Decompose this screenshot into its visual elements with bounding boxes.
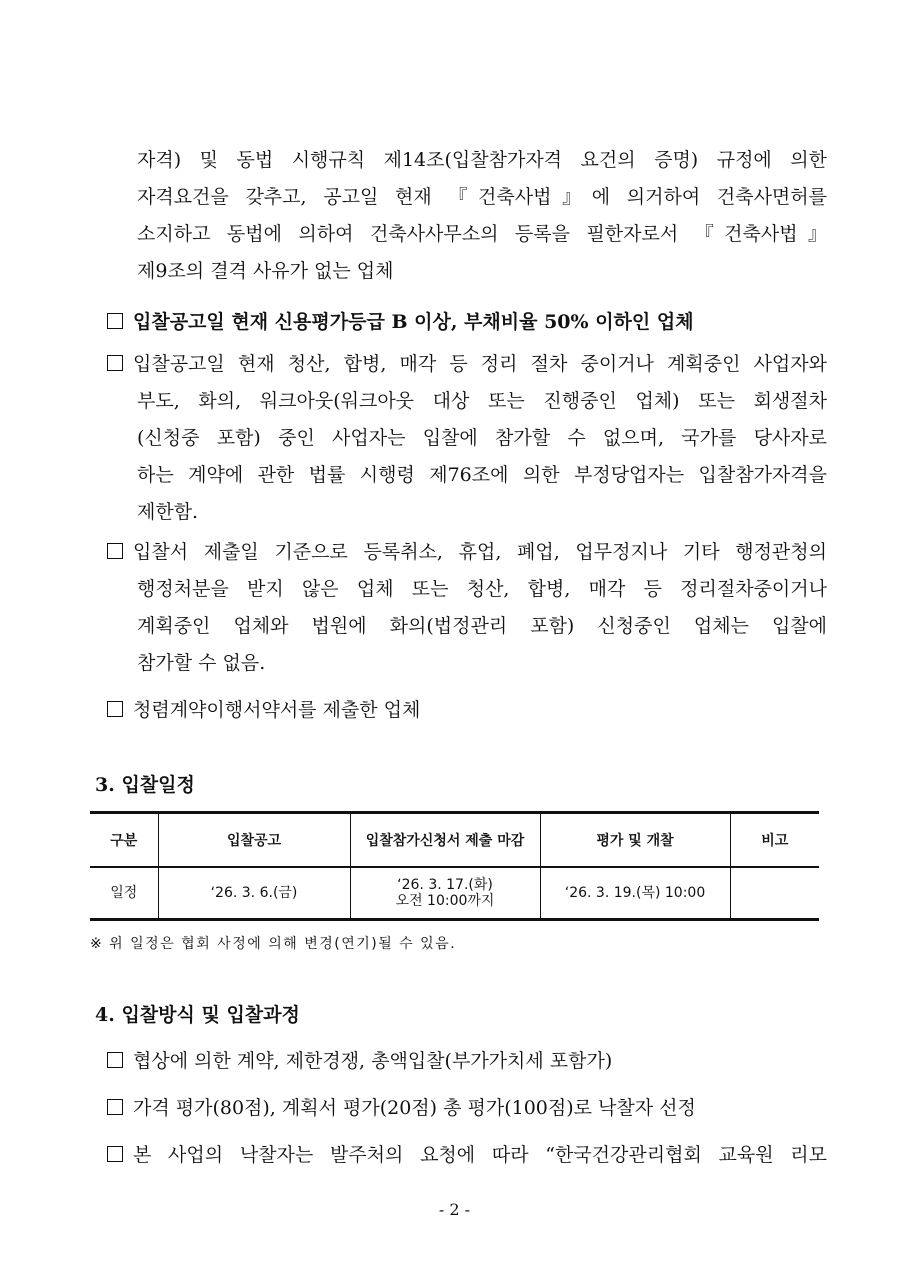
bullet-text: 입찰공고일 현재 신용평가등급 B 이상, 부채비율 50% 이하인 업체 [133, 311, 694, 333]
bullet-line: 행정처분을 받지 않은 업체 또는 청산, 합병, 매각 등 정리절차중이거나 [137, 578, 827, 600]
bullet-administrative [107, 534, 827, 682]
bullet-line: (신청중 포함) 중인 사업자는 입찰에 참가할 수 없으며, 국가를 당사자로 [137, 427, 827, 449]
paragraph-line: 소지하고 동법에 의하여 건축사사무소의 등록을 필한자로서 『건축사법』 [137, 223, 827, 245]
schedule-note: ※ 위 일정은 협회 사정에 의해 변경(연기)될 수 있음. [90, 936, 457, 952]
deadline-date: ‘26. 3. 17.(화) [397, 877, 493, 893]
bullet-line: 계획중인 업체와 법원에 화의(법정관리 포함) 신청중인 업체는 입찰에 [137, 615, 827, 637]
paragraph-line: 제9조의 결격 사유가 없는 업체 [137, 260, 394, 282]
checkbox-square-icon [107, 355, 123, 371]
paragraph-line: 자격) 및 동법 시행규칙 제14조(입찰참가자격 요건의 증명) 규정에 의한 [137, 149, 827, 171]
checkbox-square-icon [107, 1099, 123, 1115]
table-header: 입찰공고 [158, 813, 350, 868]
bullet-line: 하는 계약에 관한 법률 시행령 제76조에 의한 부정당업자는 입찰참가자격을 [137, 464, 827, 486]
checkbox-square-icon [107, 313, 123, 329]
bullet-line: 입찰서 제출일 기준으로 등록취소, 휴업, 폐업, 업무정지나 기타 행정관청의 [133, 541, 827, 563]
bullet-line: 참가할 수 없음. [137, 652, 266, 674]
table-cell [350, 867, 540, 920]
table-header: 평가 및 개찰 [540, 813, 730, 868]
checkbox-square-icon [107, 543, 123, 559]
bullet-text: 가격 평가(80점), 계획서 평가(20점) 총 평가(100점)로 낙찰자 선정 [133, 1097, 696, 1119]
section-title: 3. 입찰일정 [95, 774, 195, 796]
table-header: 입찰참가신청서 제출 마감 [350, 813, 540, 868]
bullet-winner [107, 1137, 827, 1174]
table-cell: 일정 [90, 867, 158, 920]
table-cell: ‘26. 3. 6.(금) [158, 867, 350, 920]
bullet-text: 청렴계약이행서약서를 제출한 업체 [133, 699, 421, 721]
schedule-table [90, 811, 819, 921]
section-title: 4. 입찰방식 및 입찰과정 [95, 1004, 300, 1026]
bullet-line: 입찰공고일 현재 청산, 합병, 매각 등 정리 절차 중이거나 계획중인 사업자와 [133, 353, 827, 375]
bullet-contract-method [107, 1043, 827, 1080]
checkbox-square-icon [107, 1052, 123, 1068]
paragraph-line: 자격요건을 갖추고, 공고일 현재 『건축사법』에 의거하여 건축사면허를 [137, 186, 827, 208]
table-header-row [90, 813, 819, 868]
bullet-restriction [107, 346, 827, 531]
bullet-evaluation [107, 1090, 827, 1127]
bullet-integrity [107, 692, 827, 729]
table-cell [730, 867, 819, 920]
deadline-time: 오전 10:00까지 [395, 893, 495, 909]
checkbox-square-icon [107, 701, 123, 717]
bullet-line: 제한함. [137, 501, 199, 523]
page-number: - 2 - [438, 1200, 471, 1219]
bullet-line: 부도, 화의, 워크아웃(워크아웃 대상 또는 진행중인 업체) 또는 회생절차 [137, 390, 827, 412]
bullet-credit-rating [107, 304, 827, 341]
table-row [90, 867, 819, 920]
bullet-text: 협상에 의한 계약, 제한경쟁, 총액입찰(부가가치세 포함가) [133, 1050, 613, 1072]
table-cell: ‘26. 3. 19.(목) 10:00 [540, 867, 730, 920]
table-header: 구분 [90, 813, 158, 868]
checkbox-square-icon [107, 1146, 123, 1162]
table-header: 비고 [730, 813, 819, 868]
bullet-text: 본 사업의 낙찰자는 발주처의 요청에 따라 “한국건강관리협회 교육원 리모 [133, 1144, 827, 1166]
